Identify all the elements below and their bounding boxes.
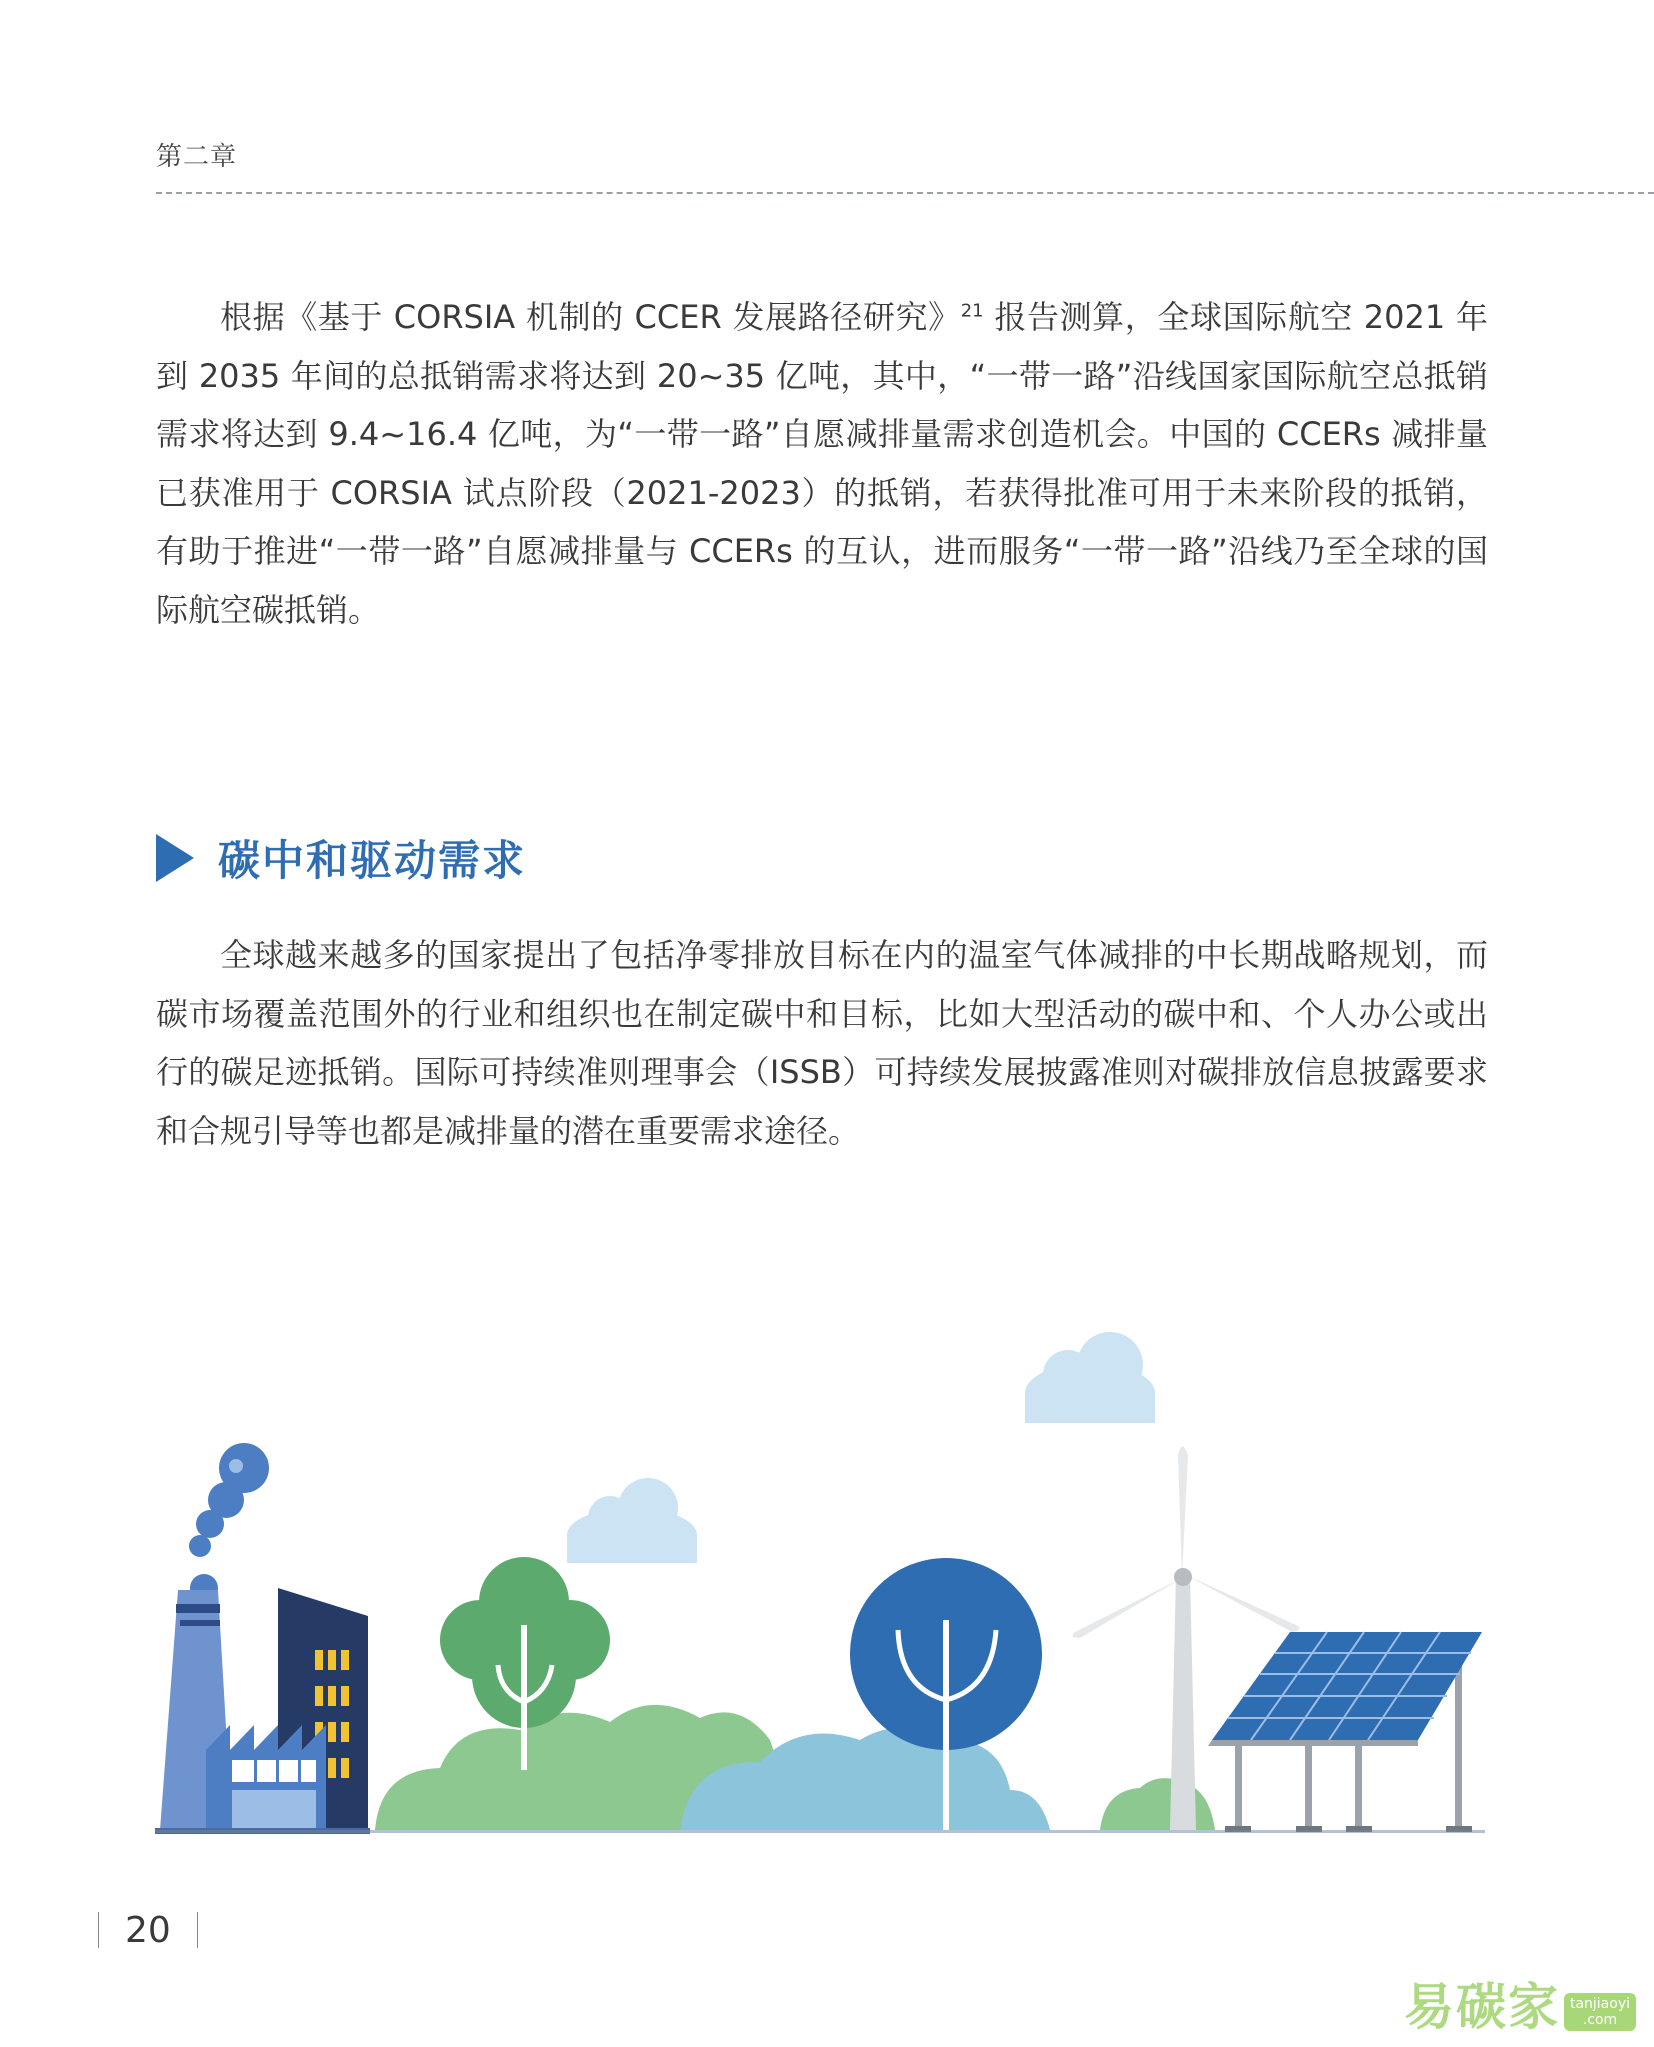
paragraph-text: 根据《基于 CORSIA 机制的 CCER 发展路径研究》: [220, 298, 961, 336]
triangle-bullet-icon: [156, 834, 194, 882]
cloud-icon: [1025, 1332, 1155, 1423]
watermark-domain-line: .com: [1582, 2012, 1618, 2028]
factory-icon: [155, 1443, 370, 1834]
watermark-logo: [1404, 1967, 1636, 2039]
section-title: 碳中和驱动需求: [218, 836, 527, 885]
watermark-domain: [1564, 1993, 1636, 2031]
paragraph-carbon-neutral: 全球越来越多的国家提出了包括净零排放目标在内的温室气体减排的中长期战略规划，而碳市场覆盖范围外的行业和组织也在制定碳中和目标，比如大型活动的碳中和、个人办公或出行的碳足迹抵销。国际可持续准则理事会（ISSB）可持续发展披露准则对碳排放信息披露要求和合规引导等也都是减排量的潜在重要需求途径。: [156, 936, 1488, 1150]
page-number: 20: [125, 1909, 171, 1951]
watermark-domain-line: tanjiaoyi: [1569, 1996, 1630, 2012]
page-footer: [98, 1908, 198, 1952]
green-energy-illustration: [0, 1320, 1654, 1880]
watermark-brand: 易碳家: [1403, 1978, 1560, 2036]
bushes: [375, 1705, 1215, 1830]
paragraph-text: 报告测算，全球国际航空 2021 年到 2035 年间的总抵销需求将达到 20~35 亿吨，其中，“一带一路”沿线国家国际航空总抵销需求将达到 9.4~16.4 亿吨，为“一带一路”自愿减排量需求创造机会。中国的 CCERs 减排量已获准用于 CORSIA 试点阶段（2021-2023）的抵销，若获得批准可用于未来阶段的抵销，有助于推进“一带一路”自愿减排量与 CCERs 的互认，进而服务“一带一路”沿线乃至全球的国际航空碳抵销。: [156, 298, 1488, 629]
wind-turbine-icon: [1072, 1447, 1299, 1831]
header-divider: [156, 192, 1654, 194]
paragraph-corsia: [156, 288, 1488, 639]
solar-panel-icon: [1205, 1632, 1482, 1832]
chapter-label: 第二章: [156, 142, 238, 172]
divider: [197, 1912, 198, 1948]
section-heading: [156, 828, 526, 888]
footnote-ref[interactable]: 21: [960, 300, 984, 322]
cloud-icon: [567, 1478, 697, 1563]
